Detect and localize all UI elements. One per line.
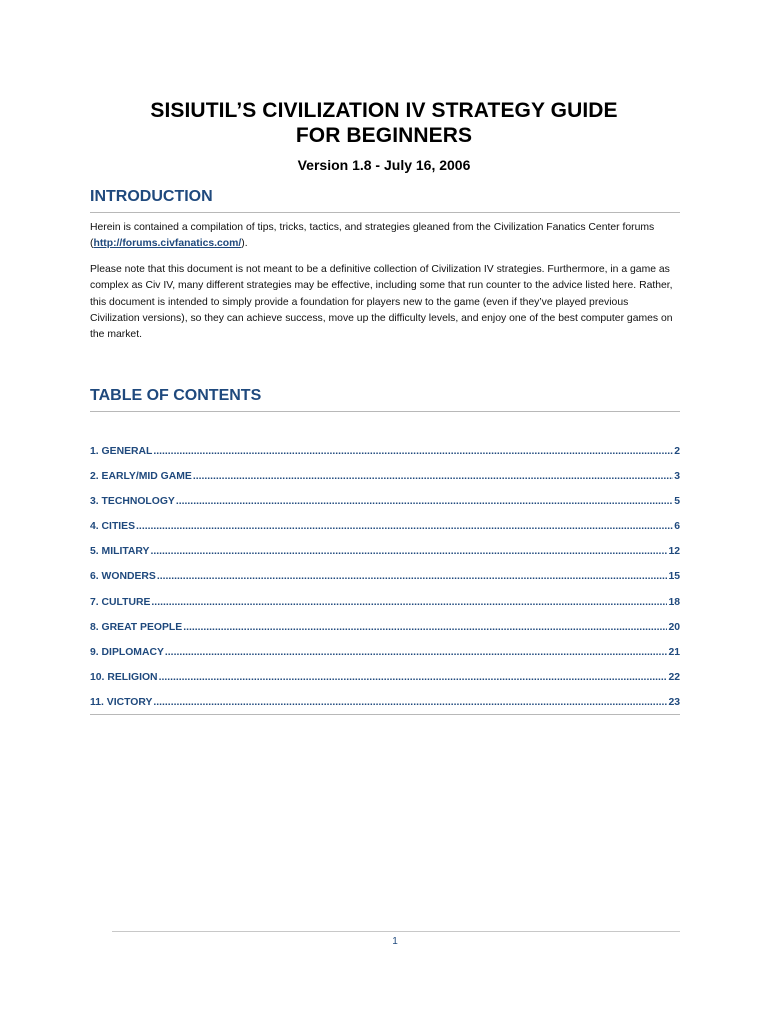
toc-entry-label: 6. WONDERS [90,571,156,583]
toc-entry-page: 21 [668,646,680,658]
civfanatics-forum-link[interactable]: http://forums.civfanatics.com/ [93,238,242,250]
toc-entry-page: 5 [674,496,680,508]
toc-bottom-rule [90,714,680,715]
toc-entry-page: 2 [674,446,680,457]
introduction-heading: INTRODUCTION [90,188,680,213]
toc-entry-label: 7. CULTURE [90,596,151,608]
toc-entry-label: 2. EARLY/MID GAME [90,471,192,483]
toc-entry-label: 3. TECHNOLOGY [90,496,175,508]
toc-entry-page: 22 [668,671,680,683]
toc-entry-page: 20 [668,621,680,633]
toc-entry-military[interactable] [90,544,680,569]
intro-paragraph-1-end: ). [241,238,248,250]
toc-leader-dots [151,595,667,611]
intro-paragraph-1-text: Herein is contained a compilation of tips, tricks, tactics, and strategies gleaned from the Civilization Fanatics Center forums ( [90,222,655,250]
version-line: Version 1.8 - July 16, 2006 [297,157,471,173]
toc-leader-dots [157,569,668,585]
toc-leader-dots [153,695,667,711]
toc-entry-page: 12 [668,546,680,558]
toc-entry-diplomacy[interactable] [90,645,680,670]
toc-entry-label: 4. CITIES [90,521,136,533]
toc-leader-dots [150,544,667,560]
toc-entry-religion[interactable] [90,670,680,695]
intro-paragraph-2: Please note that this document is not meant to be a definitive collection of Civilization IV strategies. Furthermore, in a game as complex as Civ IV, many different strategies may be effective, including some that run counter to the advice listed here. Rather, this document is intended to simply provide a foundation for players new to the game (even if they’ve played previous Civilization versions), so they can achieve success, move up the difficulty levels, and enjoy one of the best computer games on the market. [90,264,673,341]
toc-entry-technology[interactable] [90,494,680,519]
toc-entry-page: 15 [668,571,680,583]
toc-entry-page: 23 [668,696,680,708]
toc-leader-dots [159,670,668,686]
toc-heading: TABLE OF CONTENTS [90,387,680,412]
toc-entry-label: 1. GENERAL [90,446,153,457]
title-line-2: FOR BEGINNERS [295,124,473,147]
toc-entry-page: 6 [674,521,680,533]
document-title [0,98,768,148]
intro-paragraph-1 [90,220,680,253]
toc-entry-page: 3 [674,471,680,483]
toc-entry-label: 11. VICTORY [90,696,153,708]
toc-entry-cities[interactable] [90,519,680,544]
toc-entry-label: 10. RELIGION [90,671,158,683]
toc-leader-dots [193,469,673,485]
toc-entry-early-mid-game[interactable] [90,469,680,494]
footer-divider [112,931,680,932]
toc-entry-culture[interactable] [90,595,680,620]
toc-entry-great-people[interactable] [90,620,680,645]
toc-entry-wonders[interactable] [90,569,680,594]
toc-entry-label: 9. DIPLOMACY [90,646,164,658]
page-number: 1 [392,936,398,947]
toc-entry-general[interactable] [90,444,680,469]
toc-entry-label: 8. GREAT PEOPLE [90,621,183,633]
table-of-contents [90,444,680,720]
toc-leader-dots [176,494,673,510]
toc-entry-page: 18 [668,596,680,608]
title-line-1: SISIUTIL’S CIVILIZATION IV STRATEGY GUIDE [150,99,618,122]
toc-entry-label: 5. MILITARY [90,546,150,558]
toc-leader-dots [183,620,667,636]
toc-leader-dots [153,444,673,460]
toc-leader-dots [165,645,668,661]
toc-leader-dots [136,519,673,535]
toc-entry-victory[interactable] [90,695,680,720]
